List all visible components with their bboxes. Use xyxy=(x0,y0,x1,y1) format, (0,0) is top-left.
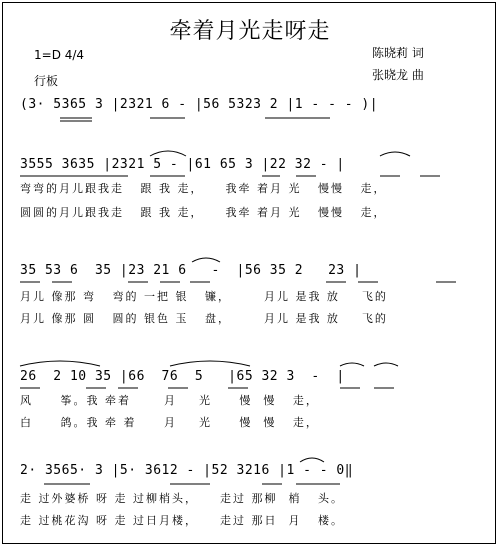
score-line-3-notes: 35 53 6 35 |23 21 6 - |56 35 2 23 | xyxy=(20,263,362,278)
score-line-1-notes: (3· 5365 3 |2321 6 - |56 5323 2 |1 - - - )| xyxy=(20,97,379,112)
score-line-4-lyric-verse-1: 风 筝。我 牵着 月 光 慢 慢 走， xyxy=(20,394,319,407)
score-line-5-lyric-verse-2: 走 过桃花沟 呀 走 过日月楼， 走过 那日 月 楼。 xyxy=(20,514,344,527)
key-signature: 1=D 4/4 xyxy=(34,48,85,62)
composer-credit: 张晓龙 曲 xyxy=(372,68,424,82)
score-line-2-notes: 3555 3635 |2321 5 - |61 65 3 |22 32 - | xyxy=(20,157,345,172)
score-line-2-lyric-verse-1: 弯弯的月儿跟我走 跟 我 走， 我牵 着月 光 慢慢 走， xyxy=(20,182,387,195)
lyricist-credit: 陈晓莉 词 xyxy=(372,46,424,60)
score-line-2-lyric-verse-2: 圆圆的月儿跟我走 跟 我 走， 我牵 着月 光 慢慢 走， xyxy=(20,206,387,219)
song-title: 牵着月光走呀走 xyxy=(169,19,331,44)
score-line-3-lyric-verse-1: 月儿 像那 弯 弯的 一把 银 镰， 月儿 是我 放 飞的 xyxy=(20,290,388,303)
score-line-5-lyric-verse-1: 走 过外婆桥 呀 走 过柳梢头， 走过 那柳 梢 头。 xyxy=(20,492,344,505)
score-line-4-lyric-verse-2: 白 鸽。我 牵 着 月 光 慢 慢 走， xyxy=(20,416,319,429)
tempo-marking: 行板 xyxy=(34,74,59,88)
score-line-5-notes: 2· 3565· 3 |5· 3612 - |52 3216 |1 - - 0‖ xyxy=(20,463,354,478)
score-line-3-lyric-verse-2: 月儿 像那 圆 圆的 银色 玉 盘， 月儿 是我 放 飞的 xyxy=(20,312,388,325)
score-line-4-notes: 26 2 10 35 |66 76 5 |65 32 3 - | xyxy=(20,369,345,384)
